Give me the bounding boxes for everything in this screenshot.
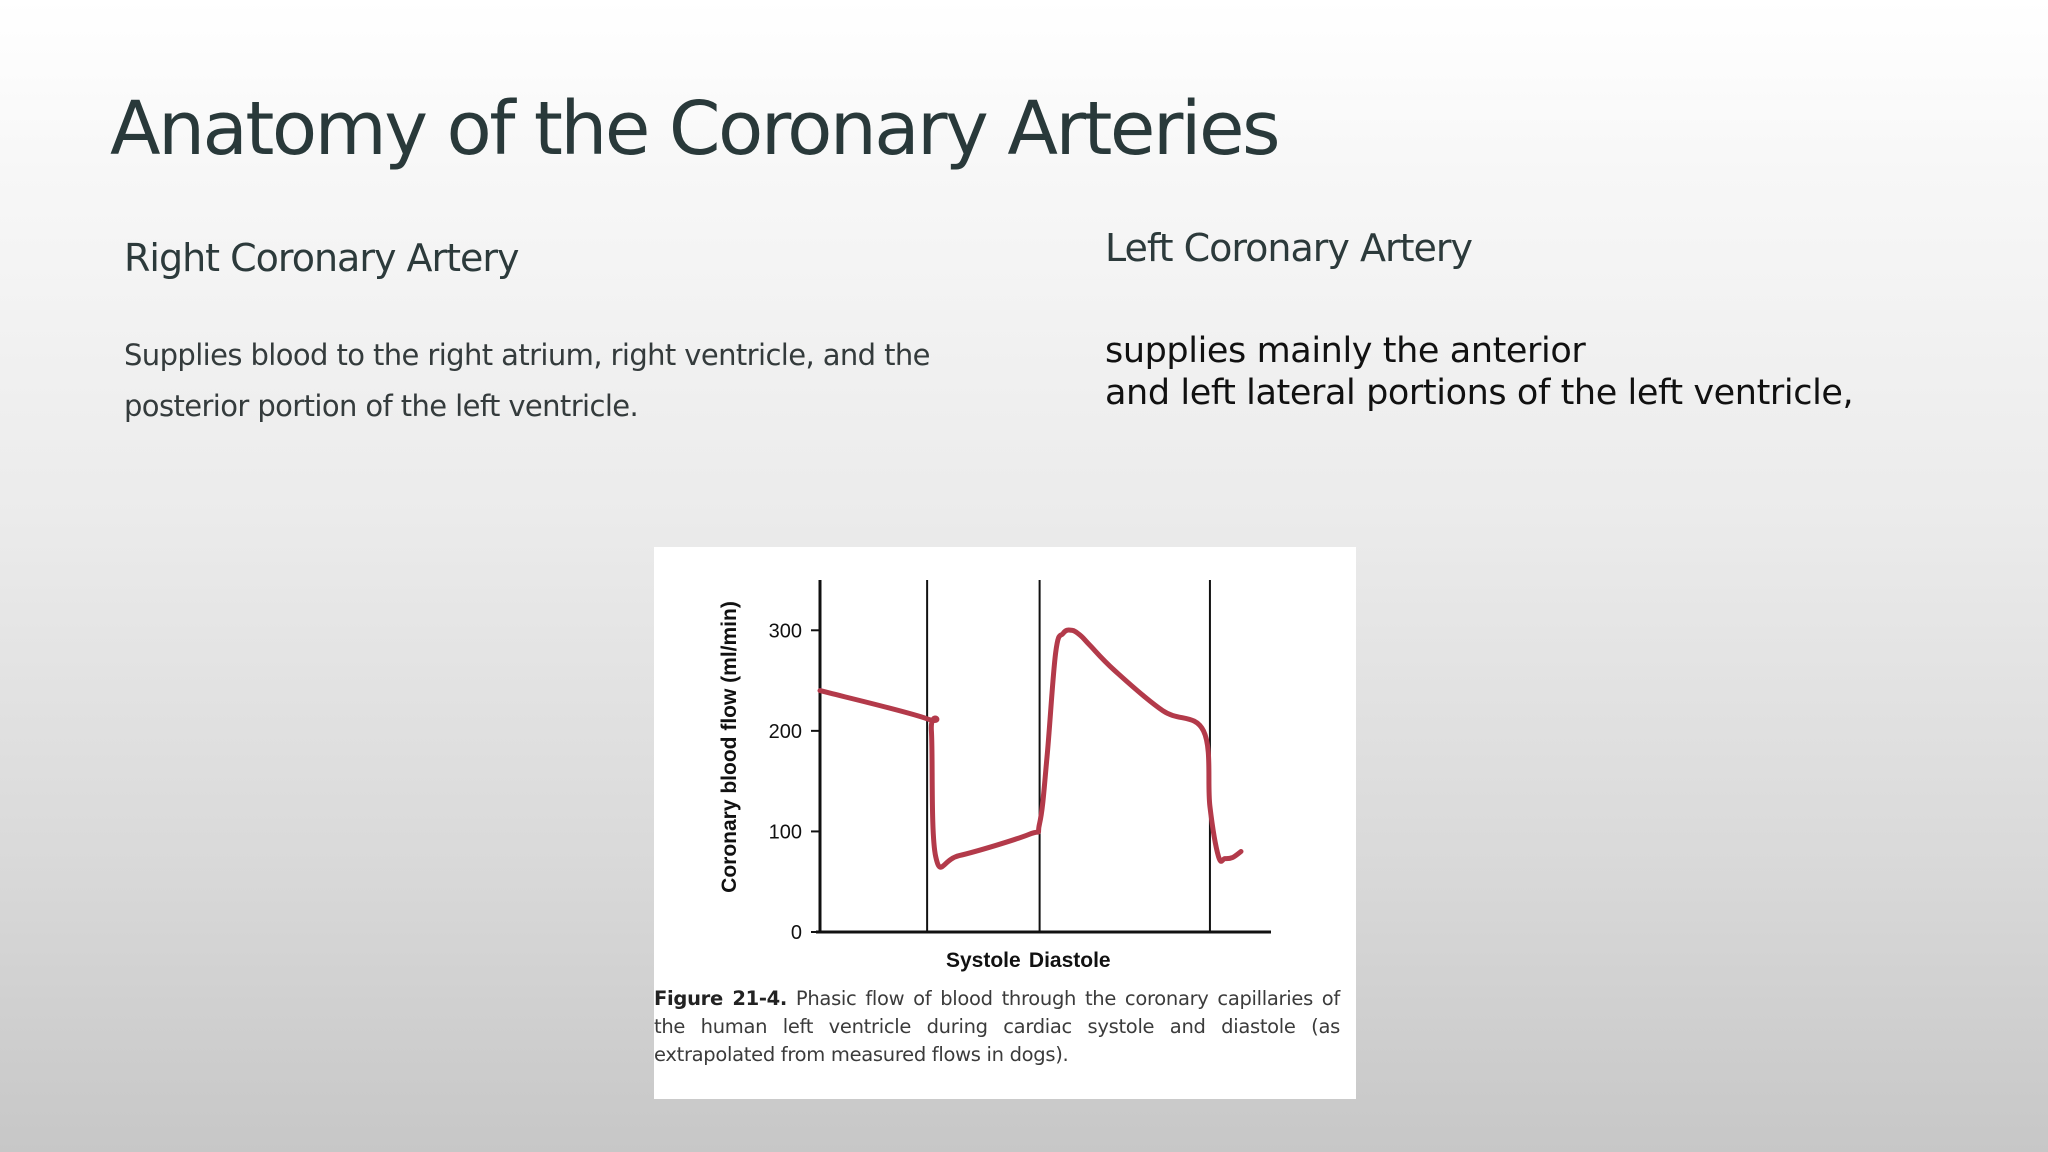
right-coronary-text: Supplies blood to the right atrium, right ventricle, and the posterior portion of the left ventricle. bbox=[124, 338, 930, 423]
coronary-flow-chart bbox=[654, 547, 1356, 987]
flow-series-line bbox=[820, 630, 1241, 867]
left-coronary-text-line-1: supplies mainly the anterior bbox=[1105, 331, 1586, 371]
figure-caption bbox=[654, 985, 1340, 1069]
coronary-flow-figure bbox=[654, 547, 1356, 1099]
left-coronary-heading: Left Coronary Artery bbox=[1105, 226, 1472, 270]
left-coronary-text-line-2: and left lateral portions of the left ventricle, bbox=[1105, 373, 1854, 413]
left-coronary-text bbox=[1105, 330, 2005, 414]
phase-label-systole: Systole bbox=[946, 949, 1021, 972]
slide-title: Anatomy of the Coronary Arteries bbox=[110, 86, 1279, 172]
phase-label-diastole: Diastole bbox=[1028, 949, 1111, 972]
y-tick-label: 0 bbox=[790, 922, 802, 944]
right-coronary-heading: Right Coronary Artery bbox=[124, 236, 519, 280]
y-axis-label: Coronary blood flow (ml/min) bbox=[718, 601, 741, 893]
y-tick-label: 200 bbox=[768, 720, 802, 743]
caption-text: Phasic flow of blood through the coronary capillaries of the human left ventricle during cardiac systole and diastole (as extrapolated from measured flows in dogs). bbox=[654, 987, 1340, 1066]
y-tick-label: 100 bbox=[768, 821, 802, 844]
y-tick-label: 300 bbox=[768, 620, 802, 643]
caption-label: Figure 21-4. bbox=[654, 987, 788, 1010]
